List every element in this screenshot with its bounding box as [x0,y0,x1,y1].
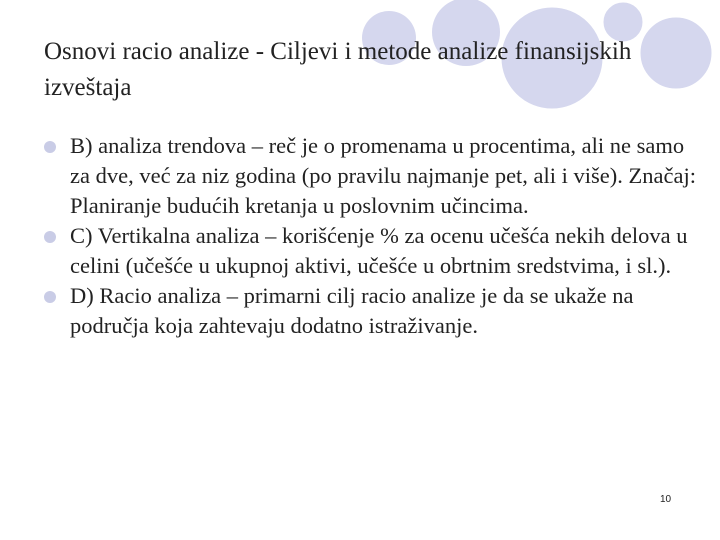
decorative-circle [638,15,714,91]
bullet-item [44,131,704,221]
bullet-item [44,221,704,281]
slide-title: Osnovi racio analize - Ciljevi i metode analize finansijskih izveštaja [44,38,632,101]
bullet-text: C) Vertikalna analiza – korišćenje % za ocenu učešća nekih delova u celini (učešće u ukupnoj aktivi, učešće u obrtnim sredstvima, i sl.). [70,223,688,278]
bullet-text: B) analiza trendova – reč je o promenama u procentima, ali ne samo za dve, već za niz godina (po pravilu najmanje pet, ali i više). Značaj: Planiranje budućih kretanja u poslovnim učincima. [70,133,696,218]
bullet-text: D) Racio analiza – primarni cilj racio analize je da se ukaže na područja koja zahtevaju dodatno istraživanje. [70,283,634,338]
page-number: 10 [660,494,672,505]
bullet-list [44,131,704,341]
bullet-icon [44,141,56,153]
bullet-item [44,281,704,341]
bullet-icon [44,231,56,243]
bullet-icon [44,291,56,303]
